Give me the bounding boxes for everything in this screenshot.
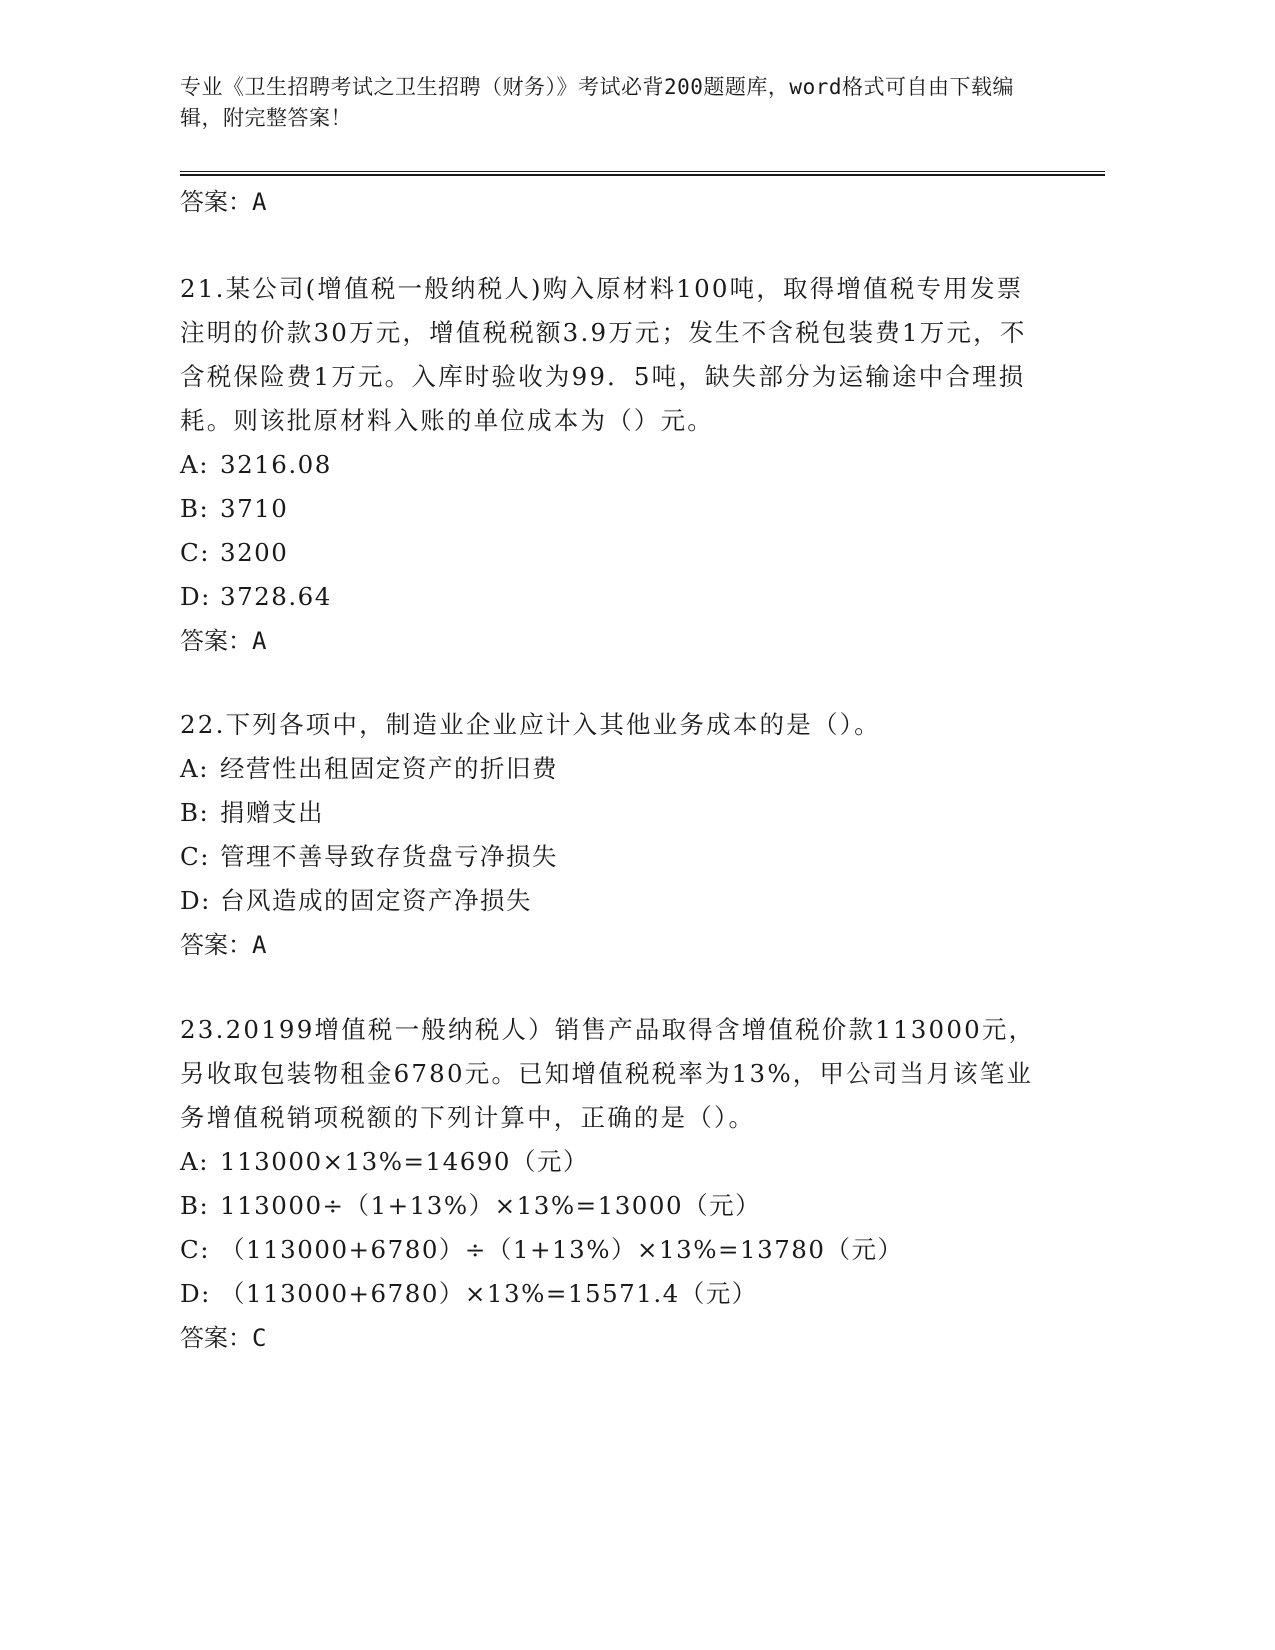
- option-text: （113000+6780）×13%=15571.4（元）: [220, 1279, 758, 1308]
- option-b: [180, 791, 1105, 835]
- option-letter: C:: [180, 538, 211, 567]
- question-text: 23.20199增值税一般纳税人）销售产品取得含增值税价款113000元，另收取包装物租金6780元。已知增值税税率为13%，甲公司当月该笔业务增值税销项税额的下列计算中，正确的是（）。: [180, 1015, 1036, 1132]
- option-text: 3710: [220, 494, 289, 523]
- option-d: [180, 879, 1105, 923]
- option-a: [180, 747, 1105, 791]
- header-divider-thin: [180, 171, 1105, 172]
- option-text: 3216.08: [220, 450, 332, 479]
- option-letter: C:: [180, 1235, 211, 1264]
- option-letter: D:: [180, 582, 211, 611]
- option-a: [180, 1140, 1105, 1184]
- option-b: [180, 1184, 1105, 1228]
- answer: 答案：A: [180, 931, 267, 959]
- option-d: [180, 1272, 1105, 1316]
- option-letter: B:: [180, 798, 210, 827]
- question-23: [180, 1008, 1105, 1360]
- option-letter: D:: [180, 886, 211, 915]
- option-text: 台风造成的固定资产净损失: [220, 886, 532, 915]
- option-letter: C:: [180, 842, 211, 871]
- option-text: 113000×13%=14690（元）: [220, 1147, 589, 1176]
- option-c: [180, 835, 1105, 879]
- option-letter: B:: [180, 1191, 210, 1220]
- previous-answer: 答案：A: [180, 188, 267, 216]
- option-text: （113000+6780）÷（1+13%）×13%=13780（元）: [220, 1235, 904, 1264]
- document-header: 专业《卫生招聘考试之卫生招聘（财务）》考试必背200题题库，word格式可自由下载编辑，附完整答案！: [180, 75, 1014, 130]
- question-22: [180, 703, 1105, 967]
- option-text: 捐赠支出: [220, 798, 324, 827]
- question-text: 21.某公司(增值税一般纳税人)购入原材料100吨，取得增值税专用发票注明的价款30万元，增值税税额3.9万元；发生不含税包装费1万元，不含税保险费1万元。入库时验收为99．5吨，缺失部分为运输途中合理损耗。则该批原材料入账的单位成本为（）元。: [180, 274, 1027, 435]
- header-divider-thick: [180, 174, 1105, 176]
- option-text: 113000÷（1+13%）×13%=13000（元）: [220, 1191, 762, 1220]
- option-c: [180, 1228, 1105, 1272]
- option-text: 管理不善导致存货盘亏净损失: [220, 842, 558, 871]
- option-text: 经营性出租固定资产的折旧费: [220, 754, 558, 783]
- document-page: [180, 0, 1105, 1650]
- question-21: [180, 267, 1105, 663]
- option-a: [180, 443, 1105, 487]
- option-c: [180, 531, 1105, 575]
- option-text: 3728.64: [220, 582, 332, 611]
- question-text: 22.下列各项中，制造业企业应计入其他业务成本的是（）。: [180, 710, 881, 739]
- option-b: [180, 487, 1105, 531]
- option-letter: D:: [180, 1279, 211, 1308]
- option-d: [180, 575, 1105, 619]
- option-letter: A:: [180, 754, 209, 783]
- option-letter: A:: [180, 1147, 209, 1176]
- option-letter: B:: [180, 494, 210, 523]
- answer: 答案：C: [180, 1324, 267, 1352]
- option-text: 3200: [220, 538, 289, 567]
- answer: 答案：A: [180, 627, 267, 655]
- option-letter: A:: [180, 450, 209, 479]
